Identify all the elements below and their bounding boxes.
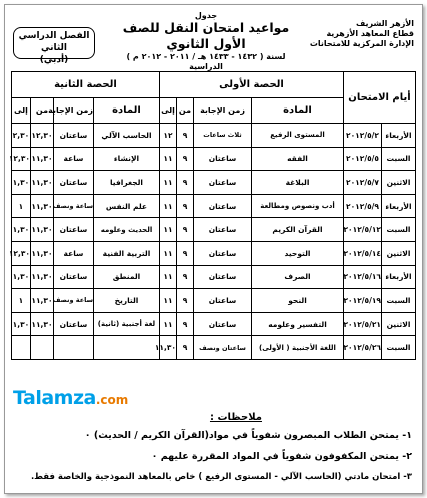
from-period-one: ٩: [177, 265, 194, 289]
from-period-two: ١١,٣٠: [30, 312, 53, 336]
exam-date: ٢٠١٢/٥/٩: [344, 194, 382, 218]
subject-period-one: النحو: [252, 289, 344, 313]
note-item: ٣- امتحان مادتي (الحاسب الآلي - المستوى الرفيع ) خاص بالمعاهد النموذجية والخاصة فقط.: [30, 472, 412, 482]
from-period-one: ٩: [177, 289, 194, 313]
to-period-one: ١١: [159, 171, 176, 195]
table-row: [11, 336, 415, 360]
from-period-two: ١١,٣٠: [30, 147, 53, 171]
from-header: من: [177, 98, 194, 124]
from-period-one: ٩: [177, 336, 194, 360]
schedule-document: [4, 4, 423, 494]
to-period-two: ٢,٣٠: [11, 124, 30, 148]
exam-date: ٢٠١٢/٥/٢١: [344, 312, 382, 336]
to-period-one: ١١: [159, 289, 176, 313]
subject-period-one: التوحيد: [252, 241, 344, 265]
period-one-header: الحصة الأولى: [159, 72, 343, 98]
duration-period-two: ساعتان: [53, 124, 93, 148]
exam-day: السبت: [382, 289, 416, 313]
from-period-one: ٩: [177, 241, 194, 265]
subject-period-two: لغة أجنبية (ثانية): [93, 312, 159, 336]
table-word: جدول: [194, 11, 218, 20]
from-period-one: ٩: [177, 194, 194, 218]
duration-period-two: ساعتان: [53, 312, 93, 336]
subject-period-two: الجغرافيا: [93, 171, 159, 195]
org-line-2: قطاع المعاهد الأزهرية: [326, 29, 414, 38]
days-column-header: أيام الامتحان: [344, 72, 416, 124]
table-row: [11, 218, 415, 242]
from-period-one: ٩: [177, 312, 194, 336]
duration-period-one: ساعتان: [194, 241, 252, 265]
duration-period-one: ساعتان: [194, 289, 252, 313]
subject-period-two: التاريخ: [93, 289, 159, 313]
table-row: [11, 312, 415, 336]
to-period-one: ١١: [159, 194, 176, 218]
duration-header: زمن الإجابة: [53, 98, 93, 124]
table-row: [11, 147, 415, 171]
exam-day: السبت: [382, 147, 416, 171]
subject-period-two: الحديث وعلومه: [93, 218, 159, 242]
exam-day: الأربعاء: [382, 124, 416, 148]
duration-period-two: ساعة ونصف: [53, 194, 93, 218]
organization-header: [294, 19, 414, 49]
talamza-logo: [13, 387, 128, 409]
to-period-one: ١١: [159, 312, 176, 336]
from-period-two: ١١,٣٠: [30, 289, 53, 313]
duration-period-two: ساعتان: [53, 218, 93, 242]
from-period-two: ١١,٣٠: [30, 194, 53, 218]
from-period-one: ٩: [177, 218, 194, 242]
exam-day: السبت: [382, 336, 416, 360]
exam-day: الاثنين: [382, 171, 416, 195]
logo-suffix: .com: [95, 393, 129, 407]
duration-period-one: ثلاث ساعات: [194, 124, 252, 148]
exam-date: ٢٠١٢/٥/١٩: [344, 289, 382, 313]
logo-text: Talamza: [13, 387, 96, 409]
subject-period-two: الحاسب الآلي: [93, 124, 159, 148]
duration-period-one: ساعتان: [194, 171, 252, 195]
from-period-one: ٩: [177, 124, 194, 148]
subject-period-two: المنطق: [93, 265, 159, 289]
org-line-3: الإدارة المركزية للامتحانات: [309, 39, 414, 48]
exam-day: السبت: [382, 218, 416, 242]
document-title: مواعيد امتحان النقل للصف الأول الثانوي: [122, 20, 290, 51]
exam-date: ٢٠١٢/٥/١٤: [344, 241, 382, 265]
duration-period-one: ساعتان: [194, 194, 252, 218]
to-period-two: ١: [11, 194, 30, 218]
to-period-one: ١١: [159, 265, 176, 289]
to-period-two: ١,٣٠: [11, 312, 30, 336]
exam-day: الاثنين: [382, 312, 416, 336]
duration-period-two: ساعة: [53, 241, 93, 265]
subject-period-one: التفسير وعلومه: [252, 312, 344, 336]
from-header: من: [30, 98, 53, 124]
semester-label: الفصل الدراسي الثاني: [18, 31, 90, 53]
exam-day: الاثنين: [382, 241, 416, 265]
academic-year: لسنة ( ١٤٣٢ - ١٤٣٣ هـ / ٢٠١١ - ٢٠١٢ م ) الدراسية: [126, 52, 286, 71]
exam-date: ٢٠١٢/٥/٧: [344, 171, 382, 195]
table-row: [11, 171, 415, 195]
subject-period-two: التربية الفنية: [93, 241, 159, 265]
to-period-one: ١١: [159, 147, 176, 171]
to-period-two: ١,٣٠: [11, 218, 30, 242]
subject-period-one: البلاغة: [252, 171, 344, 195]
notes-section: [12, 411, 412, 488]
duration-period-two: ساعة: [53, 147, 93, 171]
to-header: إلى: [11, 98, 30, 124]
exam-day: الأربعاء: [382, 265, 416, 289]
subject-header: المادة: [252, 98, 344, 124]
subject-period-two: الإنشاء: [93, 147, 159, 171]
period-two-header: الحصة الثانية: [11, 72, 159, 98]
from-period-two: ١١,٣٠: [30, 218, 53, 242]
org-line-1: الأزهر الشريف: [355, 19, 414, 28]
from-period-two: ١١,٣٠: [30, 241, 53, 265]
duration-period-one: ساعتان: [194, 312, 252, 336]
exam-schedule-table: [8, 71, 416, 360]
notes-heading: ملاحظات :: [209, 412, 262, 423]
subject-period-two: [93, 336, 159, 360]
from-period-one: ٩: [177, 171, 194, 195]
subject-period-one: الصرف: [252, 265, 344, 289]
from-period-one: ٩: [177, 147, 194, 171]
duration-period-one: ساعتان ونصف: [194, 336, 252, 360]
semester-box: [13, 27, 95, 65]
to-period-two: ١,٣٠: [11, 265, 30, 289]
to-period-one: ١١,٣٠: [159, 336, 176, 360]
exam-date: ٢٠١٢/٥/٢٦: [344, 336, 382, 360]
table-row: [11, 194, 415, 218]
exam-date: ٢٠١٢/٥/١٦: [344, 265, 382, 289]
duration-period-one: ساعتان: [194, 218, 252, 242]
exam-date: ٢٠١٢/٥/٢: [344, 124, 382, 148]
from-period-two: ١١,٣٠: [30, 265, 53, 289]
document-title-block: [115, 11, 297, 72]
note-item: ١- يمتحن الطلاب المبصرون شفوياً في مواد(القرآن الكريم / الحديث) ٠: [84, 430, 412, 441]
to-period-two: ١٢,٣٠: [11, 147, 30, 171]
from-period-two: ١٢,٣٠: [30, 124, 53, 148]
exam-day: الأربعاء: [382, 194, 416, 218]
subject-period-one: المستوى الرفيع: [252, 124, 344, 148]
section-label: (أدبي): [39, 55, 69, 65]
to-header: إلى: [159, 98, 176, 124]
from-period-two: ١١,٣٠: [30, 171, 53, 195]
table-row: [11, 241, 415, 265]
table-row: [11, 265, 415, 289]
subject-header: المادة: [93, 98, 159, 124]
to-period-one: ١١: [159, 241, 176, 265]
duration-period-two: ساعتان: [53, 171, 93, 195]
table-row: [11, 289, 415, 313]
table-row: [11, 124, 415, 148]
duration-header: زمن الإجابة: [194, 98, 252, 124]
subject-period-one: اللغة الأجنبية ( الأولى): [252, 336, 344, 360]
subject-period-one: الفقه: [252, 147, 344, 171]
to-period-two: [11, 336, 30, 360]
to-period-two: ١,٣٠: [11, 171, 30, 195]
subject-period-one: القرآن الكريم: [252, 218, 344, 242]
duration-period-two: [53, 336, 93, 360]
duration-period-two: ساعتان: [53, 265, 93, 289]
note-item: ٢- يمتحن المكفوفون شفوياً في المواد المقررة عليهم ٠: [151, 451, 412, 462]
duration-period-two: ساعة ونصف: [53, 289, 93, 313]
exam-date: ٢٠١٢/٥/١٢: [344, 218, 382, 242]
from-period-two: [30, 336, 53, 360]
exam-date: ٢٠١٢/٥/٥: [344, 147, 382, 171]
to-period-two: ١: [11, 289, 30, 313]
to-period-one: ١١: [159, 218, 176, 242]
subject-period-one: أدب ونصوص ومطالعة: [252, 194, 344, 218]
duration-period-one: ساعتان: [194, 265, 252, 289]
subject-period-two: علم النفس: [93, 194, 159, 218]
duration-period-one: ساعتان: [194, 147, 252, 171]
to-period-two: ١٢,٣٠: [11, 241, 30, 265]
to-period-one: ١٢: [159, 124, 176, 148]
